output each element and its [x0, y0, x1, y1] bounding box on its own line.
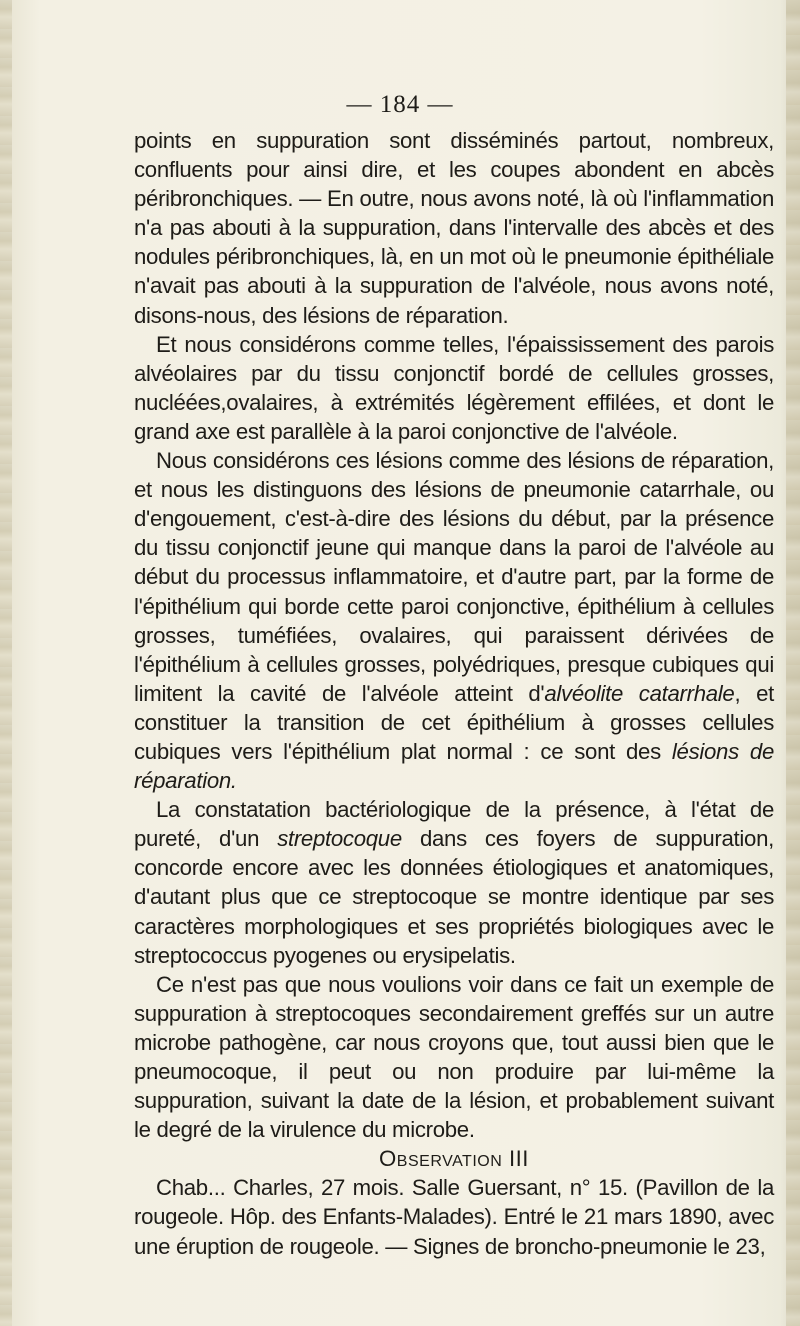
paragraph-3-emphasis-alveolite: alvéolite catarrhale	[544, 680, 735, 706]
paragraph-4-text-b: dans ces foyers de suppuration, concorde encore avec les données étiologiques et anatomiques, d'autant plus que ce streptocoque se montre identique par ses caractères morphologiques et ses propriétés biologiques avec le streptococcus pyogenes ou erysipelatis.	[134, 826, 774, 968]
paragraph-1: points en suppuration sont disséminés partout, nombreux, confluents pour ainsi dire, et les coupes abondent en abcès péribronchiques. — En outre, nous avons noté, là où l'inflammation n'a pas abouti à la suppuration, dans l'intervalle des abcès et des nodules péribronchiques, là, en un mot où le pneumonie épithéliale n'avait pas abouti à la suppuration de l'alvéole, nous avons noté, disons-nous, des lésions de réparation.	[134, 128, 774, 328]
paragraph-4-emphasis-streptocoque: streptocoque	[277, 826, 402, 852]
observation-heading: Observation III	[379, 1146, 529, 1172]
paragraph-2: Et nous considérons comme telles, l'épaississement des parois alvéolaires par du tissu conjonctif bordé de cellules grosses, nucléées,ovalaires, à extrémités légèrement effilées, et dont le grand axe est parallèle à la paroi conjonctive de l'alvéole.	[134, 331, 774, 444]
page-right-edge	[786, 0, 800, 1326]
paragraph-3-emphasis-lesions: lésions de réparation.	[134, 738, 774, 794]
paragraph-3	[134, 446, 774, 795]
paragraph-4	[134, 795, 774, 970]
page-left-edge	[0, 0, 12, 1326]
paragraph-3-text-b: , et constituer la transition de cet épithélium à grosses cellules cubiques vers l'épithélium plat normal : ce sont des	[134, 680, 774, 764]
body-text	[134, 126, 774, 1261]
page-number: — 184 —	[346, 91, 454, 118]
paragraph-5: Ce n'est pas que nous voulions voir dans ce fait un exemple de suppuration à streptocoques secondairement greffés sur un autre microbe pathogène, car nous croyons que, tout aussi bien que le pneumocoque, il peut ou non produire par lui-même la suppuration, suivant la date de la lésion, et probablement suivant le degré de la virulence du microbe.	[134, 971, 774, 1143]
observation-text: Chab... Charles, 27 mois. Salle Guersant, n° 15. (Pavillon de la rougeole. Hôp. des Enfants-Malades). Entré le 21 mars 1890, avec une éruption de rougeole. — Signes de broncho-pneumonie le 23,	[134, 1175, 774, 1259]
paragraph-4-text-a: La constatation bactériologique de la présence, à l'état de pureté, d'un	[134, 797, 774, 852]
paragraph-3-text-a: Nous considérons ces lésions comme des lésions de réparation, et nous les distinguons des lésions de pneumonie catarrhale, ou d'engouement, c'est-à-dire des lésions du début, par la présence du tissu conjonctif jeune qui manque dans la paroi de l'alvéole au début du processus inflammatoire, et d'autre part, par la forme de l'épithélium qui borde cette paroi conjonctive, épithélium à cellules grosses, tuméfiées, ovalaires, qui paraissent dérivées de l'épithélium à cellules grosses, polyédriques, presque cubiques qui limitent la cavité de l'alvéole atteint d'	[134, 448, 774, 706]
